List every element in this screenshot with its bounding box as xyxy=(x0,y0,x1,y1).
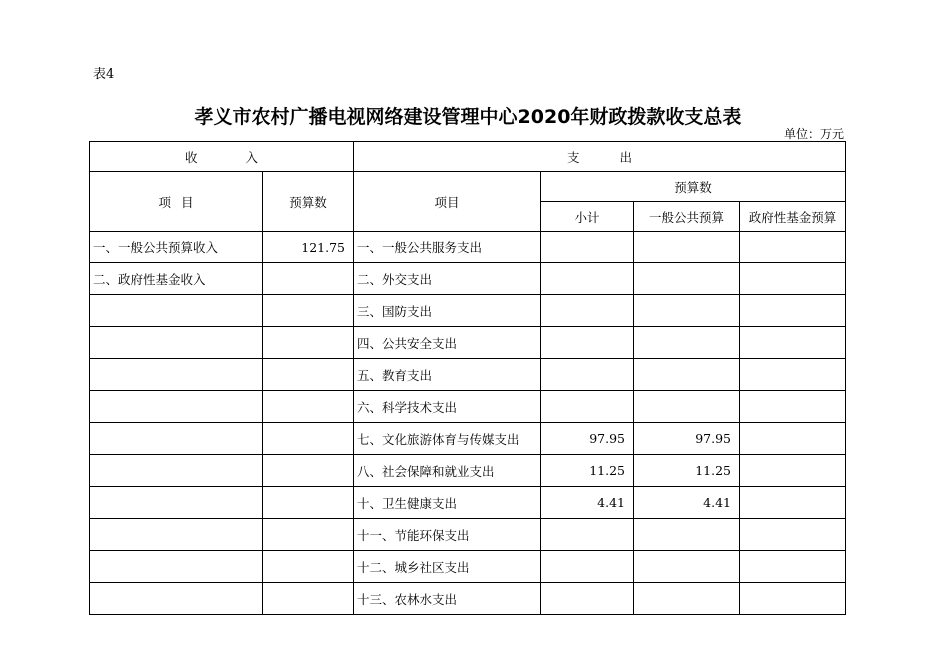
income-item-cell xyxy=(90,519,263,551)
header-row-top xyxy=(90,142,846,172)
general-budget-cell: 4.41 xyxy=(634,487,740,519)
expense-item-cell: 七、文化旅游体育与传媒支出 xyxy=(354,423,541,455)
income-item-cell: 一、一般公共预算收入 xyxy=(90,232,263,263)
general-budget-cell xyxy=(634,327,740,359)
gov-fund-budget-cell xyxy=(740,423,846,455)
subtotal-cell: 11.25 xyxy=(541,455,634,487)
income-item-cell xyxy=(90,359,263,391)
income-amount-cell xyxy=(263,295,354,327)
general-budget-cell xyxy=(634,391,740,423)
subtotal-cell xyxy=(541,295,634,327)
general-budget-cell xyxy=(634,519,740,551)
table-row xyxy=(90,263,846,295)
general-budget-cell xyxy=(634,232,740,263)
income-header xyxy=(90,142,354,172)
gov-fund-budget-cell xyxy=(740,455,846,487)
expense-item-cell: 六、科学技术支出 xyxy=(354,391,541,423)
income-amount-cell xyxy=(263,359,354,391)
subtotal-cell: 4.41 xyxy=(541,487,634,519)
expense-item-cell: 一、一般公共服务支出 xyxy=(354,232,541,263)
general-budget-cell: 11.25 xyxy=(634,455,740,487)
expense-item-cell: 十、卫生健康支出 xyxy=(354,487,541,519)
subtotal-cell: 97.95 xyxy=(541,423,634,455)
budget-summary-table xyxy=(89,141,846,615)
income-amount-cell xyxy=(263,487,354,519)
gov-fund-budget-cell xyxy=(740,232,846,263)
table-row xyxy=(90,295,846,327)
table-row xyxy=(90,391,846,423)
general-budget-cell xyxy=(634,551,740,583)
income-item-cell xyxy=(90,551,263,583)
subtotal-header: 小计 xyxy=(541,202,634,232)
table-row xyxy=(90,551,846,583)
gov-fund-budget-cell xyxy=(740,519,846,551)
table-row xyxy=(90,455,846,487)
expense-item-cell: 十三、农林水支出 xyxy=(354,583,541,615)
gov-fund-budget-cell xyxy=(740,551,846,583)
gov-fund-budget-cell xyxy=(740,295,846,327)
gov-fund-budget-cell xyxy=(740,263,846,295)
general-budget-cell xyxy=(634,359,740,391)
expense-item-cell: 十二、城乡社区支出 xyxy=(354,551,541,583)
item-header-char-2: 目 xyxy=(181,194,194,210)
income-amount-cell xyxy=(263,263,354,295)
subtotal-cell xyxy=(541,263,634,295)
table-row xyxy=(90,519,846,551)
income-amount-cell xyxy=(263,455,354,487)
subtotal-cell xyxy=(541,583,634,615)
subtotal-cell xyxy=(541,391,634,423)
table-number-label: 表4 xyxy=(93,67,115,82)
income-amount-cell xyxy=(263,391,354,423)
income-item-cell xyxy=(90,487,263,519)
subtotal-cell xyxy=(541,327,634,359)
subtotal-cell xyxy=(541,551,634,583)
table-row xyxy=(90,327,846,359)
expense-item-header: 项目 xyxy=(354,172,541,232)
income-item-header xyxy=(90,172,263,232)
income-budget-header: 预算数 xyxy=(263,172,354,232)
table-row xyxy=(90,583,846,615)
expense-item-cell: 二、外交支出 xyxy=(354,263,541,295)
income-amount-cell xyxy=(263,583,354,615)
subtotal-cell xyxy=(541,232,634,263)
general-budget-cell xyxy=(634,583,740,615)
subtotal-cell xyxy=(541,359,634,391)
table-row xyxy=(90,232,846,263)
general-budget-cell xyxy=(634,263,740,295)
income-amount-cell xyxy=(263,519,354,551)
income-item-cell xyxy=(90,295,263,327)
unit-label: 单位：万元 xyxy=(783,127,844,141)
gov-fund-budget-cell xyxy=(740,391,846,423)
expense-item-cell: 八、社会保障和就业支出 xyxy=(354,455,541,487)
expense-item-cell: 三、国防支出 xyxy=(354,295,541,327)
income-amount-cell: 121.75 xyxy=(263,232,354,263)
gov-fund-budget-header: 政府性基金预算 xyxy=(740,202,846,232)
general-budget-cell: 97.95 xyxy=(634,423,740,455)
general-budget-header: 一般公共预算 xyxy=(634,202,740,232)
gov-fund-budget-cell xyxy=(740,359,846,391)
income-amount-cell xyxy=(263,423,354,455)
subtotal-cell xyxy=(541,519,634,551)
expense-header-char-2: 出 xyxy=(619,149,633,165)
table-row xyxy=(90,359,846,391)
page-title: 孝义市农村广播电视网络建设管理中心2020年财政拨款收支总表 xyxy=(194,106,742,128)
income-header-char-2: 入 xyxy=(245,149,259,165)
income-header-char-1: 收 xyxy=(184,149,198,165)
expense-item-cell: 五、教育支出 xyxy=(354,359,541,391)
general-budget-cell xyxy=(634,295,740,327)
income-amount-cell xyxy=(263,327,354,359)
expense-item-cell: 四、公共安全支出 xyxy=(354,327,541,359)
header-row-middle xyxy=(90,172,846,202)
expense-header-char-1: 支 xyxy=(566,149,580,165)
gov-fund-budget-cell xyxy=(740,583,846,615)
income-item-cell xyxy=(90,583,263,615)
income-item-cell xyxy=(90,391,263,423)
gov-fund-budget-cell xyxy=(740,487,846,519)
budget-group-header: 预算数 xyxy=(541,172,846,202)
income-amount-cell xyxy=(263,551,354,583)
item-header-char-1: 项 xyxy=(158,194,171,210)
income-item-cell: 二、政府性基金收入 xyxy=(90,263,263,295)
income-item-cell xyxy=(90,423,263,455)
expense-header xyxy=(354,142,846,172)
table-row xyxy=(90,487,846,519)
income-item-cell xyxy=(90,327,263,359)
expense-item-cell: 十一、节能环保支出 xyxy=(354,519,541,551)
gov-fund-budget-cell xyxy=(740,327,846,359)
income-item-cell xyxy=(90,455,263,487)
table-row xyxy=(90,423,846,455)
